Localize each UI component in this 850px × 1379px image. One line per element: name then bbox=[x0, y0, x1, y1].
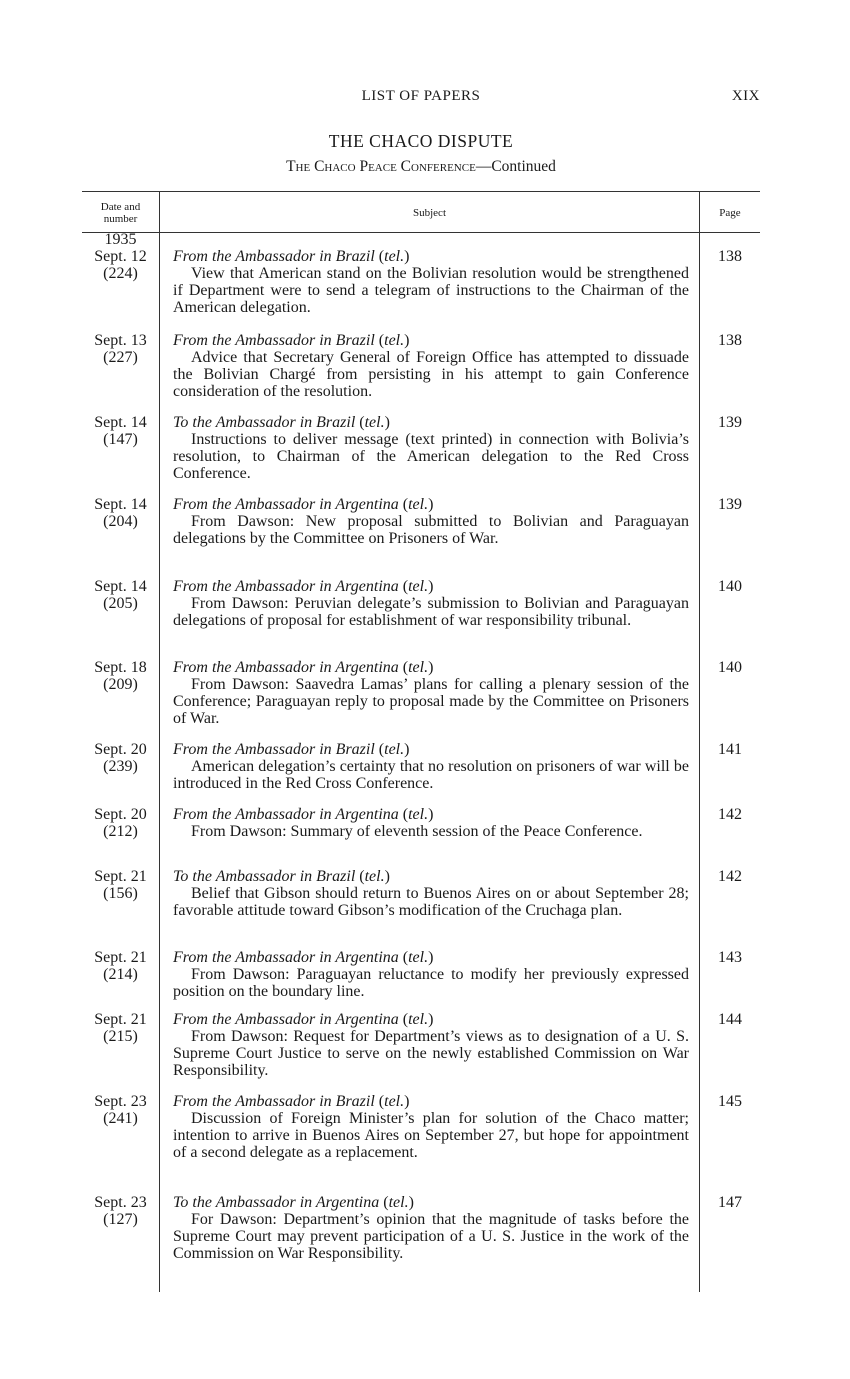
entry-date-text: Sept. 14 bbox=[94, 578, 147, 595]
entry-date bbox=[82, 496, 159, 530]
entry-tel-marker: tel. bbox=[408, 949, 429, 966]
entry-heading: From the Ambassador in Argentina (tel.) bbox=[173, 659, 434, 676]
entry-subject bbox=[173, 659, 689, 727]
entry-date bbox=[82, 659, 159, 693]
entry-page: 138 bbox=[718, 332, 742, 349]
entry-page: 138 bbox=[718, 248, 742, 265]
entry-summary: From Dawson: Request for Department’s views as to designation of a U. S. Supreme Court Justice to serve on the newly established Commission on War Responsibility. bbox=[173, 1028, 689, 1079]
entry-date bbox=[82, 231, 159, 282]
entry-date-text: Sept. 21 bbox=[94, 1011, 147, 1028]
entry-summary: From Dawson: Peruvian delegate’s submission to Bolivian and Paraguayan delegations of proposal for establishment of war responsibility tribunal. bbox=[173, 595, 689, 629]
entry-number: (227) bbox=[103, 349, 138, 366]
entry-heading: From the Ambassador in Argentina (tel.) bbox=[173, 1011, 434, 1028]
entry-date-text: Sept. 21 bbox=[94, 868, 147, 885]
entry-date-text: Sept. 13 bbox=[94, 332, 147, 349]
entry-summary: Advice that Secretary General of Foreign Office has attempted to dissuade the Bolivian Chargé from persisting in his attempt to gain Conference consideration of the resolution. bbox=[173, 349, 689, 400]
entry-heading-text: From the Ambassador in Brazil bbox=[173, 1093, 379, 1110]
header-page: Page bbox=[719, 207, 741, 219]
entry-tel-marker: tel. bbox=[384, 1093, 405, 1110]
entry-date bbox=[82, 1093, 159, 1127]
entry-date bbox=[82, 1011, 159, 1045]
entry-date-text: Sept. 21 bbox=[94, 949, 147, 966]
entry-page: 139 bbox=[718, 414, 742, 431]
entry-number: (127) bbox=[103, 1211, 138, 1228]
entry-subject bbox=[173, 949, 689, 1000]
entry-heading: From the Ambassador in Argentina (tel.) bbox=[173, 578, 434, 595]
entry-date bbox=[82, 741, 159, 775]
entry-summary: Belief that Gibson should return to Buenos Aires on or about September 28; favorable attitude toward Gibson’s modification of the Cruchaga plan. bbox=[173, 885, 689, 919]
entry-number: (215) bbox=[103, 1028, 138, 1045]
entry-summary: Discussion of Foreign Minister’s plan for solution of the Chaco matter; intention to arrive in Buenos Aires on September 27, but hope for appointment of a second delegate as a replacement. bbox=[173, 1110, 689, 1161]
entry-tel-marker: tel. bbox=[364, 414, 385, 431]
entry-subject bbox=[173, 248, 689, 316]
entry-subject bbox=[173, 578, 689, 629]
entry-subject bbox=[173, 332, 689, 400]
entry-summary: Instructions to deliver message (text printed) in connection with Bolivia’s resolution, to Chairman of the American delegation to the Red Cross Conference. bbox=[173, 431, 689, 482]
papers-table bbox=[82, 191, 760, 1292]
entry-date-text: Sept. 14 bbox=[94, 414, 147, 431]
entry-heading: From the Ambassador in Argentina (tel.) bbox=[173, 496, 434, 513]
entry-date bbox=[82, 868, 159, 902]
entry-heading-text: From the Ambassador in Argentina bbox=[173, 949, 403, 966]
header-subject: Subject bbox=[413, 207, 446, 219]
entry-year: 1935 bbox=[104, 231, 137, 248]
entry-number: (212) bbox=[103, 823, 138, 840]
entry-tel-marker: tel. bbox=[408, 806, 429, 823]
entry-tel-marker: tel. bbox=[384, 248, 405, 265]
entry-subject bbox=[173, 414, 689, 482]
entry-heading-text: To the Ambassador in Brazil bbox=[173, 414, 360, 431]
entry-date-text: Sept. 23 bbox=[94, 1194, 147, 1211]
entry-summary: From Dawson: Saavedra Lamas’ plans for calling a plenary session of the Conference; Paraguayan reply to proposal made by the Committee on Prisoners of War. bbox=[173, 676, 689, 727]
entry-subject bbox=[173, 1011, 689, 1079]
entry-summary: For Dawson: Department’s opinion that the magnitude of tasks before the Supreme Court may prevent participation of a U. S. Justice in the work of the Commission on War Responsibility. bbox=[173, 1211, 689, 1262]
entry-page: 140 bbox=[718, 659, 742, 676]
entry-heading: From the Ambassador in Brazil (tel.) bbox=[173, 248, 410, 265]
entry-heading-text: From the Ambassador in Argentina bbox=[173, 659, 403, 676]
entry-heading: To the Ambassador in Brazil (tel.) bbox=[173, 414, 390, 431]
page-folio: XIX bbox=[731, 88, 760, 104]
entry-subject bbox=[173, 741, 689, 792]
entry-subject bbox=[173, 496, 689, 547]
entry-page: 140 bbox=[718, 578, 742, 595]
entry-page: 144 bbox=[718, 1011, 742, 1028]
section-title: THE CHACO DISPUTE bbox=[328, 131, 514, 151]
entry-page: 141 bbox=[718, 741, 742, 758]
subsection-title bbox=[82, 158, 760, 176]
entry-page: 143 bbox=[718, 949, 742, 966]
entry-subject bbox=[173, 1194, 689, 1262]
entry-page: 142 bbox=[718, 868, 742, 885]
entry-tel-marker: tel. bbox=[384, 332, 405, 349]
entry-heading: To the Ambassador in Argentina (tel.) bbox=[173, 1194, 414, 1211]
entry-number: (204) bbox=[103, 513, 138, 530]
entry-summary: From Dawson: Summary of eleventh session of the Peace Conference. bbox=[191, 823, 643, 840]
entry-heading-text: From the Ambassador in Brazil bbox=[173, 248, 379, 265]
entry-heading-text: From the Ambassador in Argentina bbox=[173, 496, 403, 513]
entry-number: (205) bbox=[103, 595, 138, 612]
entry-tel-marker: tel. bbox=[384, 741, 405, 758]
entry-tel-marker: tel. bbox=[408, 496, 429, 513]
entry-date bbox=[82, 1194, 159, 1228]
entry-tel-marker: tel. bbox=[408, 1011, 429, 1028]
header-date bbox=[82, 201, 159, 225]
entry-number: (209) bbox=[103, 676, 138, 693]
entry-page: 139 bbox=[718, 496, 742, 513]
entry-number: (224) bbox=[103, 265, 138, 282]
entry-date bbox=[82, 806, 159, 840]
entry-summary: From Dawson: Paraguayan reluctance to modify her previously expressed position on the boundary line. bbox=[173, 966, 689, 1000]
column-rule bbox=[159, 192, 160, 1292]
entry-heading-text: To the Ambassador in Brazil bbox=[173, 868, 360, 885]
entry-date-text: Sept. 20 bbox=[94, 741, 147, 758]
entry-heading: From the Ambassador in Brazil (tel.) bbox=[173, 1093, 410, 1110]
entry-heading-text: From the Ambassador in Argentina bbox=[173, 578, 403, 595]
entry-date-text: Sept. 14 bbox=[94, 496, 147, 513]
entry-tel-marker: tel. bbox=[408, 578, 429, 595]
entry-date-text: Sept. 23 bbox=[94, 1093, 147, 1110]
entry-date-text: Sept. 20 bbox=[94, 806, 147, 823]
subsection-suffix: —Continued bbox=[475, 158, 556, 175]
entry-heading: From the Ambassador in Brazil (tel.) bbox=[173, 741, 410, 758]
entry-date-text: Sept. 18 bbox=[94, 659, 147, 676]
header-date-label: Date and number bbox=[100, 201, 141, 225]
entry-summary: View that American stand on the Bolivian resolution would be strengthened if Department were to send a telegram of instructions to the Chairman of the American delegation. bbox=[173, 265, 689, 316]
entry-number: (147) bbox=[103, 431, 138, 448]
entry-number: (239) bbox=[103, 758, 138, 775]
entry-date bbox=[82, 578, 159, 612]
entry-subject bbox=[173, 868, 689, 919]
running-head-title: LIST OF PAPERS bbox=[361, 88, 481, 104]
entry-heading: From the Ambassador in Argentina (tel.) bbox=[173, 806, 434, 823]
entry-summary: American delegation’s certainty that no resolution on prisoners of war will be introduced in the Red Cross Conference. bbox=[173, 758, 689, 792]
entry-number: (241) bbox=[103, 1110, 138, 1127]
entry-tel-marker: tel. bbox=[408, 659, 429, 676]
entry-subject bbox=[173, 806, 689, 840]
entry-heading: From the Ambassador in Brazil (tel.) bbox=[173, 332, 410, 349]
subsection-name: The Chaco Peace Conference bbox=[286, 158, 476, 175]
entry-tel-marker: tel. bbox=[364, 868, 385, 885]
entry-page: 147 bbox=[718, 1194, 742, 1211]
entry-heading-text: From the Ambassador in Brazil bbox=[173, 741, 379, 758]
running-head bbox=[82, 88, 760, 110]
entry-heading-text: From the Ambassador in Argentina bbox=[173, 1011, 403, 1028]
table-header bbox=[82, 192, 760, 233]
entry-heading: To the Ambassador in Brazil (tel.) bbox=[173, 868, 390, 885]
entry-heading-text: From the Ambassador in Brazil bbox=[173, 332, 379, 349]
entry-date bbox=[82, 949, 159, 983]
entry-tel-marker: tel. bbox=[388, 1194, 409, 1211]
entry-summary: From Dawson: New proposal submitted to Bolivian and Paraguayan delegations by the Committee on Prisoners of War. bbox=[173, 513, 689, 547]
entry-heading: From the Ambassador in Argentina (tel.) bbox=[173, 949, 434, 966]
entry-heading-text: From the Ambassador in Argentina bbox=[173, 806, 403, 823]
entry-page: 142 bbox=[718, 806, 742, 823]
entry-date-text: Sept. 12 bbox=[94, 248, 147, 265]
entry-date bbox=[82, 332, 159, 366]
entry-number: (156) bbox=[103, 885, 138, 902]
entry-page: 145 bbox=[718, 1093, 742, 1110]
entry-number: (214) bbox=[103, 966, 138, 983]
entry-date bbox=[82, 414, 159, 448]
entry-heading-text: To the Ambassador in Argentina bbox=[173, 1194, 384, 1211]
entry-subject bbox=[173, 1093, 689, 1161]
